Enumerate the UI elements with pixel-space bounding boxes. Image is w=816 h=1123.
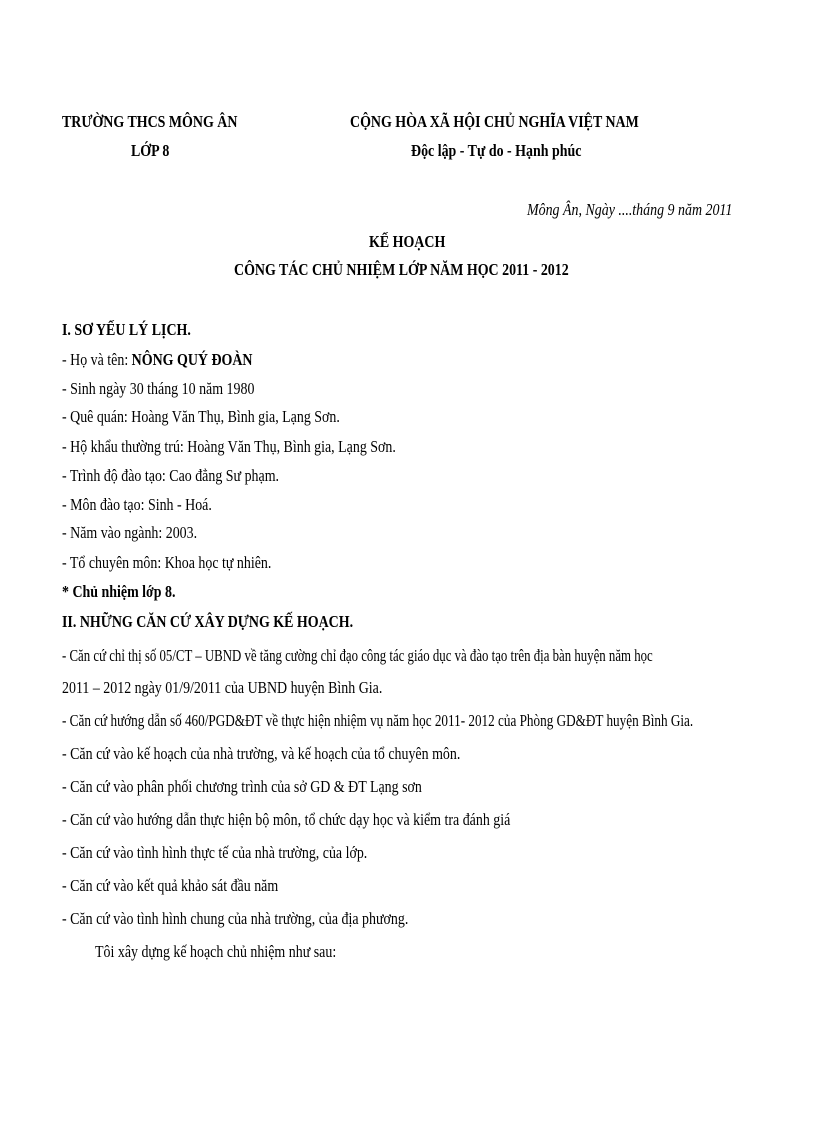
list-item: - Trình độ đào tạo: Cao đẳng Sư phạm. (62, 466, 280, 485)
list-item: - Căn cứ hướng dẫn số 460/PGD&ĐT về thực hiện nhiệm vụ năm học 2011- 2012 của Phòng GD&ĐT huyện Bình Gia. (62, 711, 694, 730)
document-subtitle: CÔNG TÁC CHỦ NHIỆM LỚP NĂM HỌC 2011 - 2012 (234, 260, 569, 279)
closing-line: Tôi xây dựng kế hoạch chủ nhiệm như sau: (95, 942, 337, 961)
list-item: - Sinh ngày 30 tháng 10 năm 1980 (62, 379, 255, 398)
list-item: - Năm vào ngành: 2003. (62, 523, 198, 542)
national-title: CỘNG HÒA XÃ HỘI CHỦ NGHĨA VIỆT NAM (350, 112, 639, 131)
list-item: - Căn cứ vào kết quả khảo sát đầu năm (62, 876, 279, 895)
class-name: LỚP 8 (131, 141, 170, 160)
list-item: - Căn cứ vào tình hình chung của nhà trường, của địa phương. (62, 909, 409, 928)
section2-heading: II. NHỮNG CĂN CỨ XÂY DỰNG KẾ HOẠCH. (62, 612, 354, 631)
school-name: TRƯỜNG THCS MÔNG ÂN (62, 112, 238, 131)
name-label: - Họ và tên: (62, 350, 132, 369)
list-item: - Căn cứ chỉ thị số 05/CT – UBND về tăng cường chỉ đạo công tác giáo dục và đào tạo trên địa bàn huyện năm học (62, 646, 653, 665)
list-item: - Căn cứ vào tình hình thực tế của nhà trường, của lớp. (62, 843, 368, 862)
homeroom-line: * Chủ nhiệm lớp 8. (62, 582, 176, 601)
name-line (62, 350, 253, 370)
name-value: NÔNG QUÝ ĐOÀN (131, 350, 253, 369)
document-title: KẾ HOẠCH (369, 232, 446, 251)
date-line: Mông Ân, Ngày ....tháng 9 năm 2011 (527, 200, 733, 219)
list-item: - Tổ chuyên môn: Khoa học tự nhiên. (62, 553, 272, 572)
section1-heading: I. SƠ YẾU LÝ LỊCH. (62, 320, 191, 339)
list-item: 2011 – 2012 ngày 01/9/2011 của UBND huyện Bình Gia. (62, 678, 383, 697)
list-item: - Môn đào tạo: Sinh - Hoá. (62, 495, 212, 514)
list-item: - Quê quán: Hoàng Văn Thụ, Bình gia, Lạng Sơn. (62, 407, 340, 426)
list-item: - Căn cứ vào hướng dẫn thực hiện bộ môn, tổ chức dạy học và kiểm tra đánh giá (62, 810, 511, 829)
list-item: - Căn cứ vào kế hoạch của nhà trường, và kế hoạch của tổ chuyên môn. (62, 744, 461, 763)
list-item: - Hộ khẩu thường trú: Hoàng Văn Thụ, Bình gia, Lạng Sơn. (62, 437, 396, 456)
list-item: - Căn cứ vào phân phối chương trình của sở GD & ĐT Lạng sơn (62, 777, 422, 796)
national-motto: Độc lập - Tự do - Hạnh phúc (411, 141, 582, 160)
